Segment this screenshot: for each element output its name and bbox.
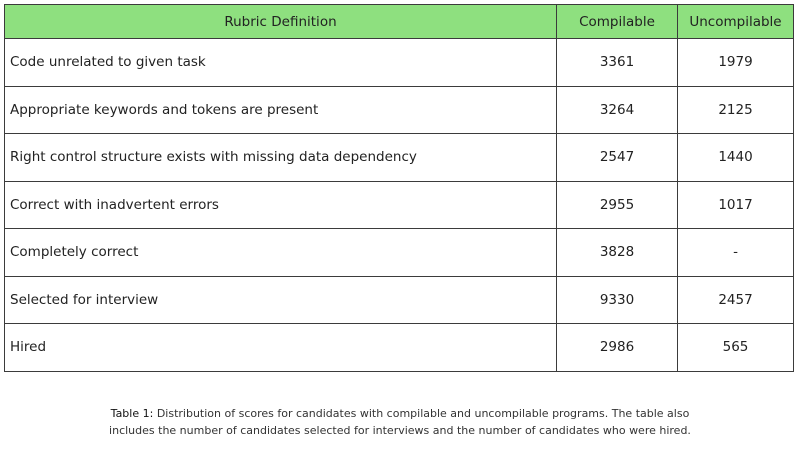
row-compilable-count: 3361 bbox=[557, 39, 678, 87]
table-row bbox=[5, 86, 794, 134]
row-definition: Correct with inadvertent errors bbox=[5, 181, 557, 229]
table-row bbox=[5, 181, 794, 229]
row-compilable-count: 2986 bbox=[557, 324, 678, 372]
row-compilable-count: 3828 bbox=[557, 229, 678, 277]
header-compilable: Compilable bbox=[557, 5, 678, 39]
row-uncompilable-count: 1979 bbox=[678, 39, 794, 87]
row-uncompilable-count: 1017 bbox=[678, 181, 794, 229]
row-uncompilable-count: 2457 bbox=[678, 276, 794, 324]
rubric-table bbox=[4, 4, 794, 372]
table-caption bbox=[0, 405, 800, 439]
header-uncompilable: Uncompilable bbox=[678, 5, 794, 39]
table-row bbox=[5, 229, 794, 277]
caption-line-1 bbox=[0, 405, 800, 422]
row-definition: Hired bbox=[5, 324, 557, 372]
table-row bbox=[5, 39, 794, 87]
row-definition: Right control structure exists with missing data dependency bbox=[5, 134, 557, 182]
row-definition: Completely correct bbox=[5, 229, 557, 277]
row-uncompilable-count: 565 bbox=[678, 324, 794, 372]
row-uncompilable-count: 1440 bbox=[678, 134, 794, 182]
table-header-row bbox=[5, 5, 794, 39]
row-compilable-count: 2955 bbox=[557, 181, 678, 229]
row-compilable-count: 2547 bbox=[557, 134, 678, 182]
caption-label: Table 1: bbox=[110, 407, 154, 420]
table-row bbox=[5, 324, 794, 372]
table-row bbox=[5, 276, 794, 324]
row-definition: Code unrelated to given task bbox=[5, 39, 557, 87]
row-definition: Selected for interview bbox=[5, 276, 557, 324]
caption-text-1: Distribution of scores for candidates with compilable and uncompilable programs. The table also bbox=[156, 407, 690, 420]
caption-line-2: includes the number of candidates selected for interviews and the number of candidates who were hired. bbox=[109, 424, 691, 437]
row-definition: Appropriate keywords and tokens are present bbox=[5, 86, 557, 134]
row-uncompilable-count: - bbox=[678, 229, 794, 277]
row-compilable-count: 9330 bbox=[557, 276, 678, 324]
header-rubric-definition: Rubric Definition bbox=[5, 5, 557, 39]
row-uncompilable-count: 2125 bbox=[678, 86, 794, 134]
row-compilable-count: 3264 bbox=[557, 86, 678, 134]
table-row bbox=[5, 134, 794, 182]
